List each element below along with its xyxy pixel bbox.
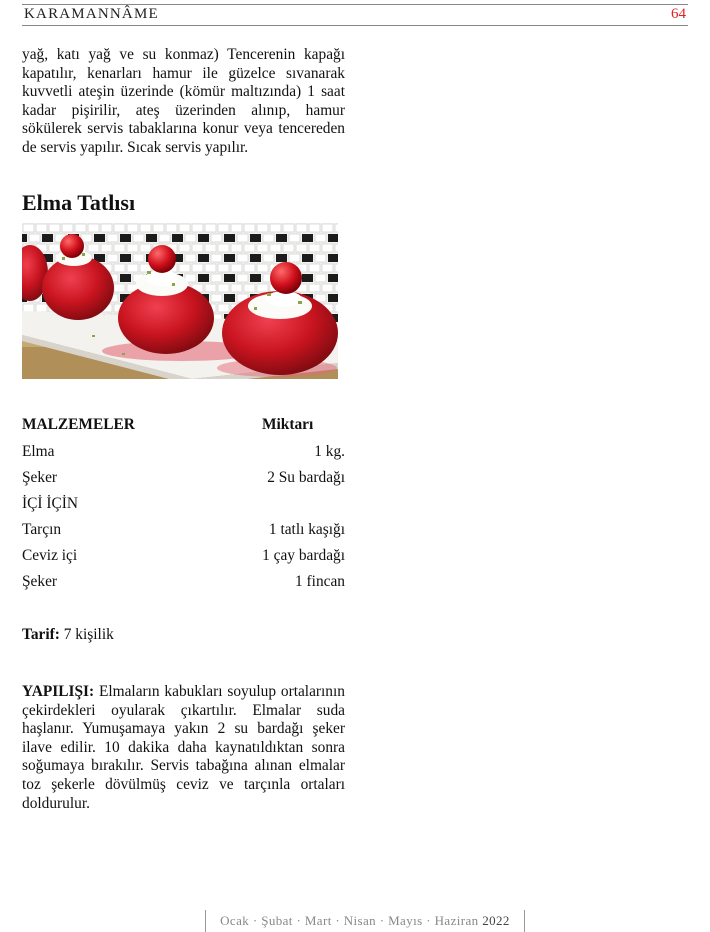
footer-year: 2022 [482, 913, 510, 928]
preparation-paragraph [22, 683, 345, 813]
servings-label: Tarif: [22, 626, 60, 643]
magazine-title: KARAMANNÂME [24, 6, 159, 22]
ingredient-name: Tarçın [22, 521, 62, 538]
ingredient-amount: 2 Su bardağı [267, 469, 345, 486]
ingredient-row [22, 495, 345, 515]
ingredient-row [22, 469, 345, 489]
ingredient-row [22, 521, 345, 541]
footer-months: Ocak · Şubat · Mart · Nisan · Mayıs · Haziran [220, 913, 479, 928]
intro-paragraph: yağ, katı yağ ve su konmaz) Tencerenin kapağı kapatılır, kenarları hamur ile güzelce sıvanarak kuvvetli ateşin üzerinde (kömür maltızında) 1 saat kadar pişirilir, ateş üzerinden alınıp, hamur sökülerek servis tabaklarına konur veya tencereden de servis yapılır. Sıcak servis yapılır. [22, 46, 345, 156]
ingredient-amount: 1 fincan [295, 573, 345, 590]
preparation-label: YAPILIŞI: [22, 683, 95, 700]
preparation-text: Elmaların kabukları soyulup ortalarının çekirdekleri oyularak çıkartılır. Elmalar suda haşlanır. Yumuşamaya yakın 2 su bardağı şeker ilave edilir. 10 dakika daha kaynatıldıktan sonra soğumaya bırakılır. Servis tabağına alınan elmalar toz şekerle dövülmüş ceviz ve tarçınla ortaları doldurulur. [22, 683, 345, 812]
ingredient-name: Şeker [22, 469, 58, 486]
amount-column-label: Miktarı [262, 416, 314, 433]
servings-line [22, 626, 114, 644]
ingredient-name: Şeker [22, 573, 58, 590]
page-number: 64 [671, 6, 686, 22]
ingredient-row [22, 547, 345, 567]
ingredients-header [22, 416, 345, 436]
page-footer [205, 910, 525, 932]
ingredient-amount: 1 çay bardağı [262, 547, 345, 564]
servings-value: 7 kişilik [63, 626, 114, 643]
ingredient-amount: 1 tatlı kaşığı [268, 521, 345, 538]
recipe-title: Elma Tatlısı [22, 190, 136, 215]
ingredient-row [22, 573, 345, 593]
ingredient-amount: 1 kg. [314, 443, 345, 460]
ingredient-name: Ceviz içi [22, 547, 78, 564]
ingredients-column-label: MALZEMELER [22, 416, 135, 433]
ingredient-name: Elma [22, 443, 55, 460]
recipe-photo [22, 223, 338, 379]
ingredient-name: İÇİ İÇİN [22, 495, 78, 512]
ingredient-row [22, 443, 345, 463]
page-header [22, 4, 688, 26]
